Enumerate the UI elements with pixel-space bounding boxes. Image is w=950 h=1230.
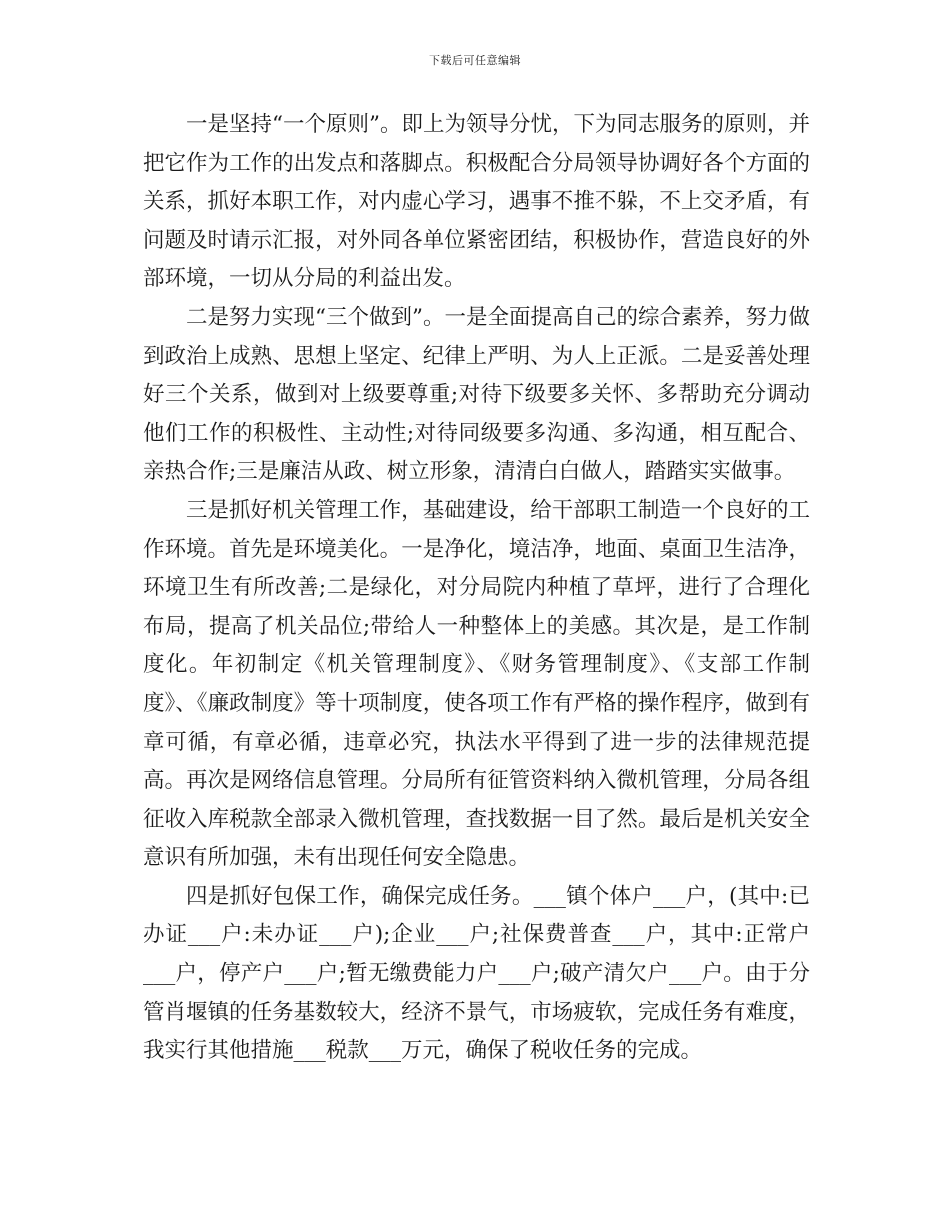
document-body: [143, 106, 810, 1071]
paragraph-4: 四是抓好包保工作，确保完成任务。___镇个体户___户，(其中:已办证___户:未办证___户);企业___户;社保费普查___户，其中:正常户___户，停产户___户;暂无缴费能力户___户;破产清欠户___户。由于分管肖堰镇的任务基数较大，经济不景气，市场疲软，完成任务有难度，我实行其他措施___税款___万元，确保了税收任务的完成。: [143, 883, 810, 1064]
page-header: 下载后可任意编辑: [429, 54, 521, 67]
paragraph-1: 一是坚持“一个原则”。即上为领导分忧，下为同志服务的原则，并把它作为工作的出发点和落脚点。积极配合分局领导协调好各个方面的关系，抓好本职工作，对内虚心学习，遇事不推不躲，不上交矛盾，有问题及时请示汇报，对外同各单位紧密团结，积极协作，营造良好的外部环境，一切从分局的利益出发。: [143, 112, 810, 292]
paragraph-2: 二是努力实现“三个做到”。一是全面提高自己的综合素养，努力做到政治上成熟、思想上坚定、纪律上严明、为人上正派。二是妥善处理好三个关系，做到对上级要尊重;对待下级要多关怀、多帮助充分调动他们工作的积极性、主动性;对待同级要多沟通、多沟通，相互配合、亲热合作;三是廉洁从政、树立形象，清清白白做人，踏踏实实做事。: [143, 304, 810, 485]
paragraph-3: 三是抓好机关管理工作，基础建设，给干部职工制造一个良好的工作环境。首先是环境美化。一是净化，境洁净，地面、桌面卫生洁净，环境卫生有所改善;二是绿化，对分局院内种植了草坪，进行了合理化布局，提高了机关品位;带给人一种整体上的美感。其次是，是工作制度化。年初制定《机关管理制度》、《财务管理制度》、《支部工作制度》、《廉政制度》等十项制度，使各项工作有严格的操作程序，做到有章可循，有章必循，违章必究，执法水平得到了进一步的法律规范提高。再次是网络信息管理。分局所有征管资料纳入微机管理，分局各组征收入库税款全部录入微机管理，查找数据一目了然。最后是机关安全意识有所加强，未有出现任何安全隐患。: [143, 497, 810, 871]
